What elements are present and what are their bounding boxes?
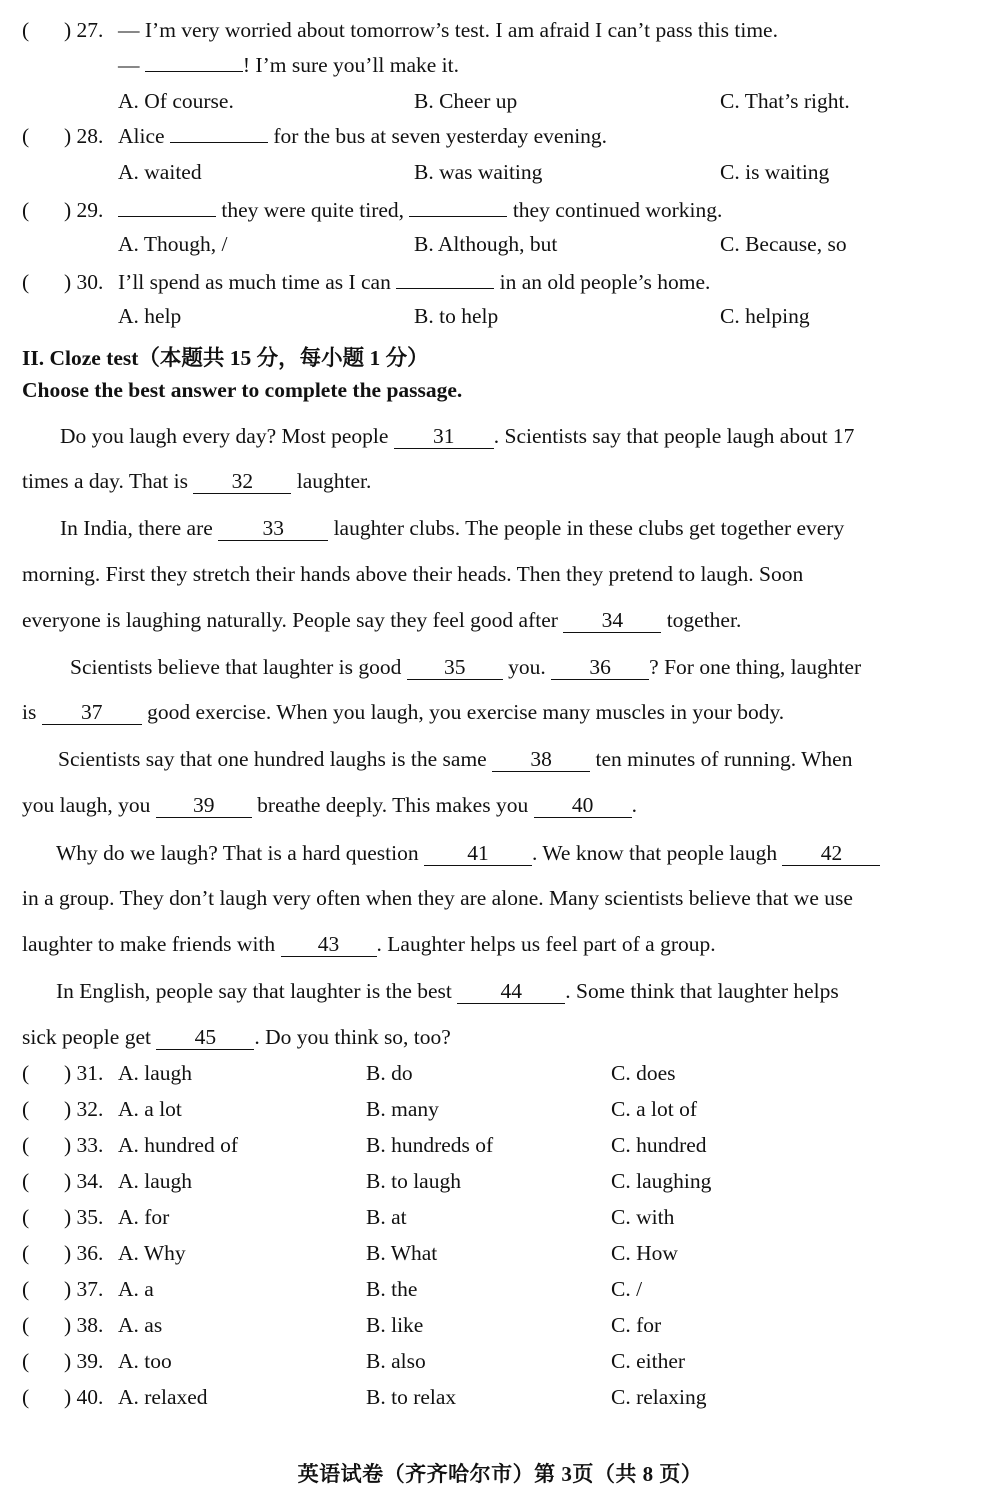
option-c[interactable]: C. That’s right. [720, 89, 850, 113]
question-number: ) 32. [64, 1097, 104, 1121]
answer-blank[interactable] [170, 142, 268, 143]
question-text: Alice for the bus at seven yesterday evening. [118, 124, 608, 148]
question-number: ) 38. [64, 1313, 104, 1337]
option-a[interactable]: A. hundred of [118, 1133, 239, 1157]
passage-line: times a day. That is 32 laughter. [22, 469, 372, 493]
option-c[interactable]: C. How [611, 1241, 678, 1265]
option-b[interactable]: B. like [366, 1313, 424, 1337]
dialogue-line: — ! I’m sure you’ll make it. [118, 53, 460, 77]
option-c[interactable]: C. helping [720, 304, 810, 328]
option-b[interactable]: B. the [366, 1277, 418, 1301]
question-number: ) 30. [64, 270, 104, 294]
option-b[interactable]: B. Cheer up [414, 89, 518, 113]
answer-paren[interactable]: ( [22, 1385, 30, 1409]
option-a[interactable]: A. Though, / [118, 232, 228, 256]
option-b[interactable]: B. to help [414, 304, 499, 328]
passage-line: laughter to make friends with 43 . Laughter helps us feel part of a group. [22, 932, 716, 956]
option-b[interactable]: B. to laugh [366, 1169, 461, 1193]
blank-36[interactable]: 36 [551, 656, 649, 680]
option-a[interactable]: A. help [118, 304, 182, 328]
question-number: ) 40. [64, 1385, 104, 1409]
passage-line: In India, there are 33 laughter clubs. The people in these clubs get together every [60, 516, 845, 540]
answer-paren[interactable]: ( [22, 1349, 30, 1373]
answer-paren[interactable]: ( [22, 1133, 30, 1157]
option-b[interactable]: B. Although, but [414, 232, 558, 256]
answer-blank[interactable] [118, 216, 216, 217]
blank-40[interactable]: 40 [534, 794, 632, 818]
question-text: I’ll spend as much time as I can in an old people’s home. [118, 270, 711, 294]
question-text: — I’m very worried about tomorrow’s test. I am afraid I can’t pass this time. [118, 18, 778, 42]
question-text: they were quite tired, they continued working. [118, 198, 722, 223]
answer-paren[interactable]: ( [22, 198, 30, 222]
question-number: ) 35. [64, 1205, 104, 1229]
blank-44[interactable]: 44 [457, 980, 565, 1004]
option-b[interactable]: B. also [366, 1349, 426, 1373]
blank-38[interactable]: 38 [492, 748, 590, 772]
option-c[interactable]: C. with [611, 1205, 675, 1229]
option-a[interactable]: A. a lot [118, 1097, 182, 1121]
blank-34[interactable]: 34 [563, 609, 661, 633]
option-a[interactable]: A. Why [118, 1241, 186, 1265]
answer-paren[interactable]: ( [22, 1241, 30, 1265]
option-b[interactable]: B. to relax [366, 1385, 457, 1409]
blank-35[interactable]: 35 [407, 656, 503, 680]
answer-paren[interactable]: ( [22, 1061, 30, 1085]
blank-33[interactable]: 33 [218, 517, 328, 541]
passage-line: Why do we laugh? That is a hard question 41 . We know that people laugh 42 [56, 841, 880, 866]
page-footer: 英语试卷（齐齐哈尔市）第 3页（共 8 页） [297, 1462, 703, 1486]
answer-paren[interactable]: ( [22, 1097, 30, 1121]
blank-45[interactable]: 45 [156, 1026, 254, 1050]
section-title: II. Cloze test（本题共 15 分，每小题 1 分） [22, 346, 429, 370]
option-c[interactable]: C. a lot of [611, 1097, 697, 1121]
question-number: ) 36. [64, 1241, 104, 1265]
answer-blank[interactable] [145, 71, 243, 72]
answer-paren[interactable]: ( [22, 124, 30, 148]
option-b[interactable]: B. hundreds of [366, 1133, 494, 1157]
option-a[interactable]: A. as [118, 1313, 163, 1337]
question-number: ) 33. [64, 1133, 104, 1157]
blank-32[interactable]: 32 [193, 470, 291, 494]
option-a[interactable]: A. laugh [118, 1169, 193, 1193]
question-number: ) 28. [64, 124, 104, 148]
option-a[interactable]: A. a [118, 1277, 154, 1301]
option-b[interactable]: B. many [366, 1097, 439, 1121]
passage-line: sick people get 45 . Do you think so, too? [22, 1025, 451, 1049]
option-b[interactable]: B. What [366, 1241, 438, 1265]
option-c[interactable]: C. for [611, 1313, 662, 1337]
passage-line: morning. First they stretch their hands above their heads. Then they pretend to laugh. Soon [22, 562, 804, 586]
section-instruction: Choose the best answer to complete the passage. [22, 378, 463, 402]
option-c[interactable]: C. either [611, 1349, 686, 1373]
answer-paren[interactable]: ( [22, 1169, 30, 1193]
option-b[interactable]: B. was waiting [414, 160, 543, 184]
option-a[interactable]: A. relaxed [118, 1385, 208, 1409]
answer-blank[interactable] [396, 288, 494, 289]
passage-line: Scientists believe that laughter is good 35 you. 36 ? For one thing, laughter [70, 655, 862, 679]
passage-line: Scientists say that one hundred laughs is the same 38 ten minutes of running. When [58, 747, 853, 771]
option-c[interactable]: C. laughing [611, 1169, 712, 1193]
answer-paren[interactable]: ( [22, 1313, 30, 1337]
passage-line: in a group. They don’t laugh very often when they are alone. Many scientists believe that we use [22, 886, 853, 910]
question-number: ) 34. [64, 1169, 104, 1193]
option-a[interactable]: A. too [118, 1349, 172, 1373]
option-a[interactable]: A. for [118, 1205, 170, 1229]
answer-paren[interactable]: ( [22, 1205, 30, 1229]
blank-39[interactable]: 39 [156, 794, 252, 818]
answer-paren[interactable]: ( [22, 270, 30, 294]
option-c[interactable]: C. does [611, 1061, 676, 1085]
option-c[interactable]: C. is waiting [720, 160, 830, 184]
option-c[interactable]: C. / [611, 1277, 643, 1301]
option-b[interactable]: B. at [366, 1205, 407, 1229]
option-a[interactable]: A. laugh [118, 1061, 193, 1085]
passage-line: is 37 good exercise. When you laugh, you exercise many muscles in your body. [22, 700, 785, 724]
passage-line: Do you laugh every day? Most people 31 . Scientists say that people laugh about 17 [60, 424, 855, 448]
option-c[interactable]: C. hundred [611, 1133, 707, 1157]
option-a[interactable]: A. waited [118, 160, 202, 184]
passage-line: everyone is laughing naturally. People say they feel good after 34 together. [22, 608, 742, 632]
option-c[interactable]: C. relaxing [611, 1385, 707, 1409]
option-a[interactable]: A. Of course. [118, 89, 234, 113]
question-number: ) 31. [64, 1061, 104, 1085]
answer-paren[interactable]: ( [22, 18, 30, 42]
blank-42[interactable]: 42 [782, 842, 880, 866]
blank-37[interactable]: 37 [42, 701, 142, 725]
option-b[interactable]: B. do [366, 1061, 413, 1085]
blank-41[interactable]: 41 [424, 842, 532, 866]
question-number: ) 37. [64, 1277, 104, 1301]
blank-43[interactable]: 43 [281, 933, 377, 957]
question-number: ) 39. [64, 1349, 104, 1373]
blank-31[interactable]: 31 [394, 425, 494, 449]
answer-paren[interactable]: ( [22, 1277, 30, 1301]
passage-line: In English, people say that laughter is the best 44 . Some think that laughter helps [56, 979, 839, 1003]
passage-line: you laugh, you 39 breathe deeply. This makes you 40 . [22, 793, 637, 817]
question-number: ) 27. [64, 18, 104, 42]
option-c[interactable]: C. Because, so [720, 232, 847, 256]
answer-blank[interactable] [409, 216, 507, 217]
question-number: ) 29. [64, 198, 104, 222]
